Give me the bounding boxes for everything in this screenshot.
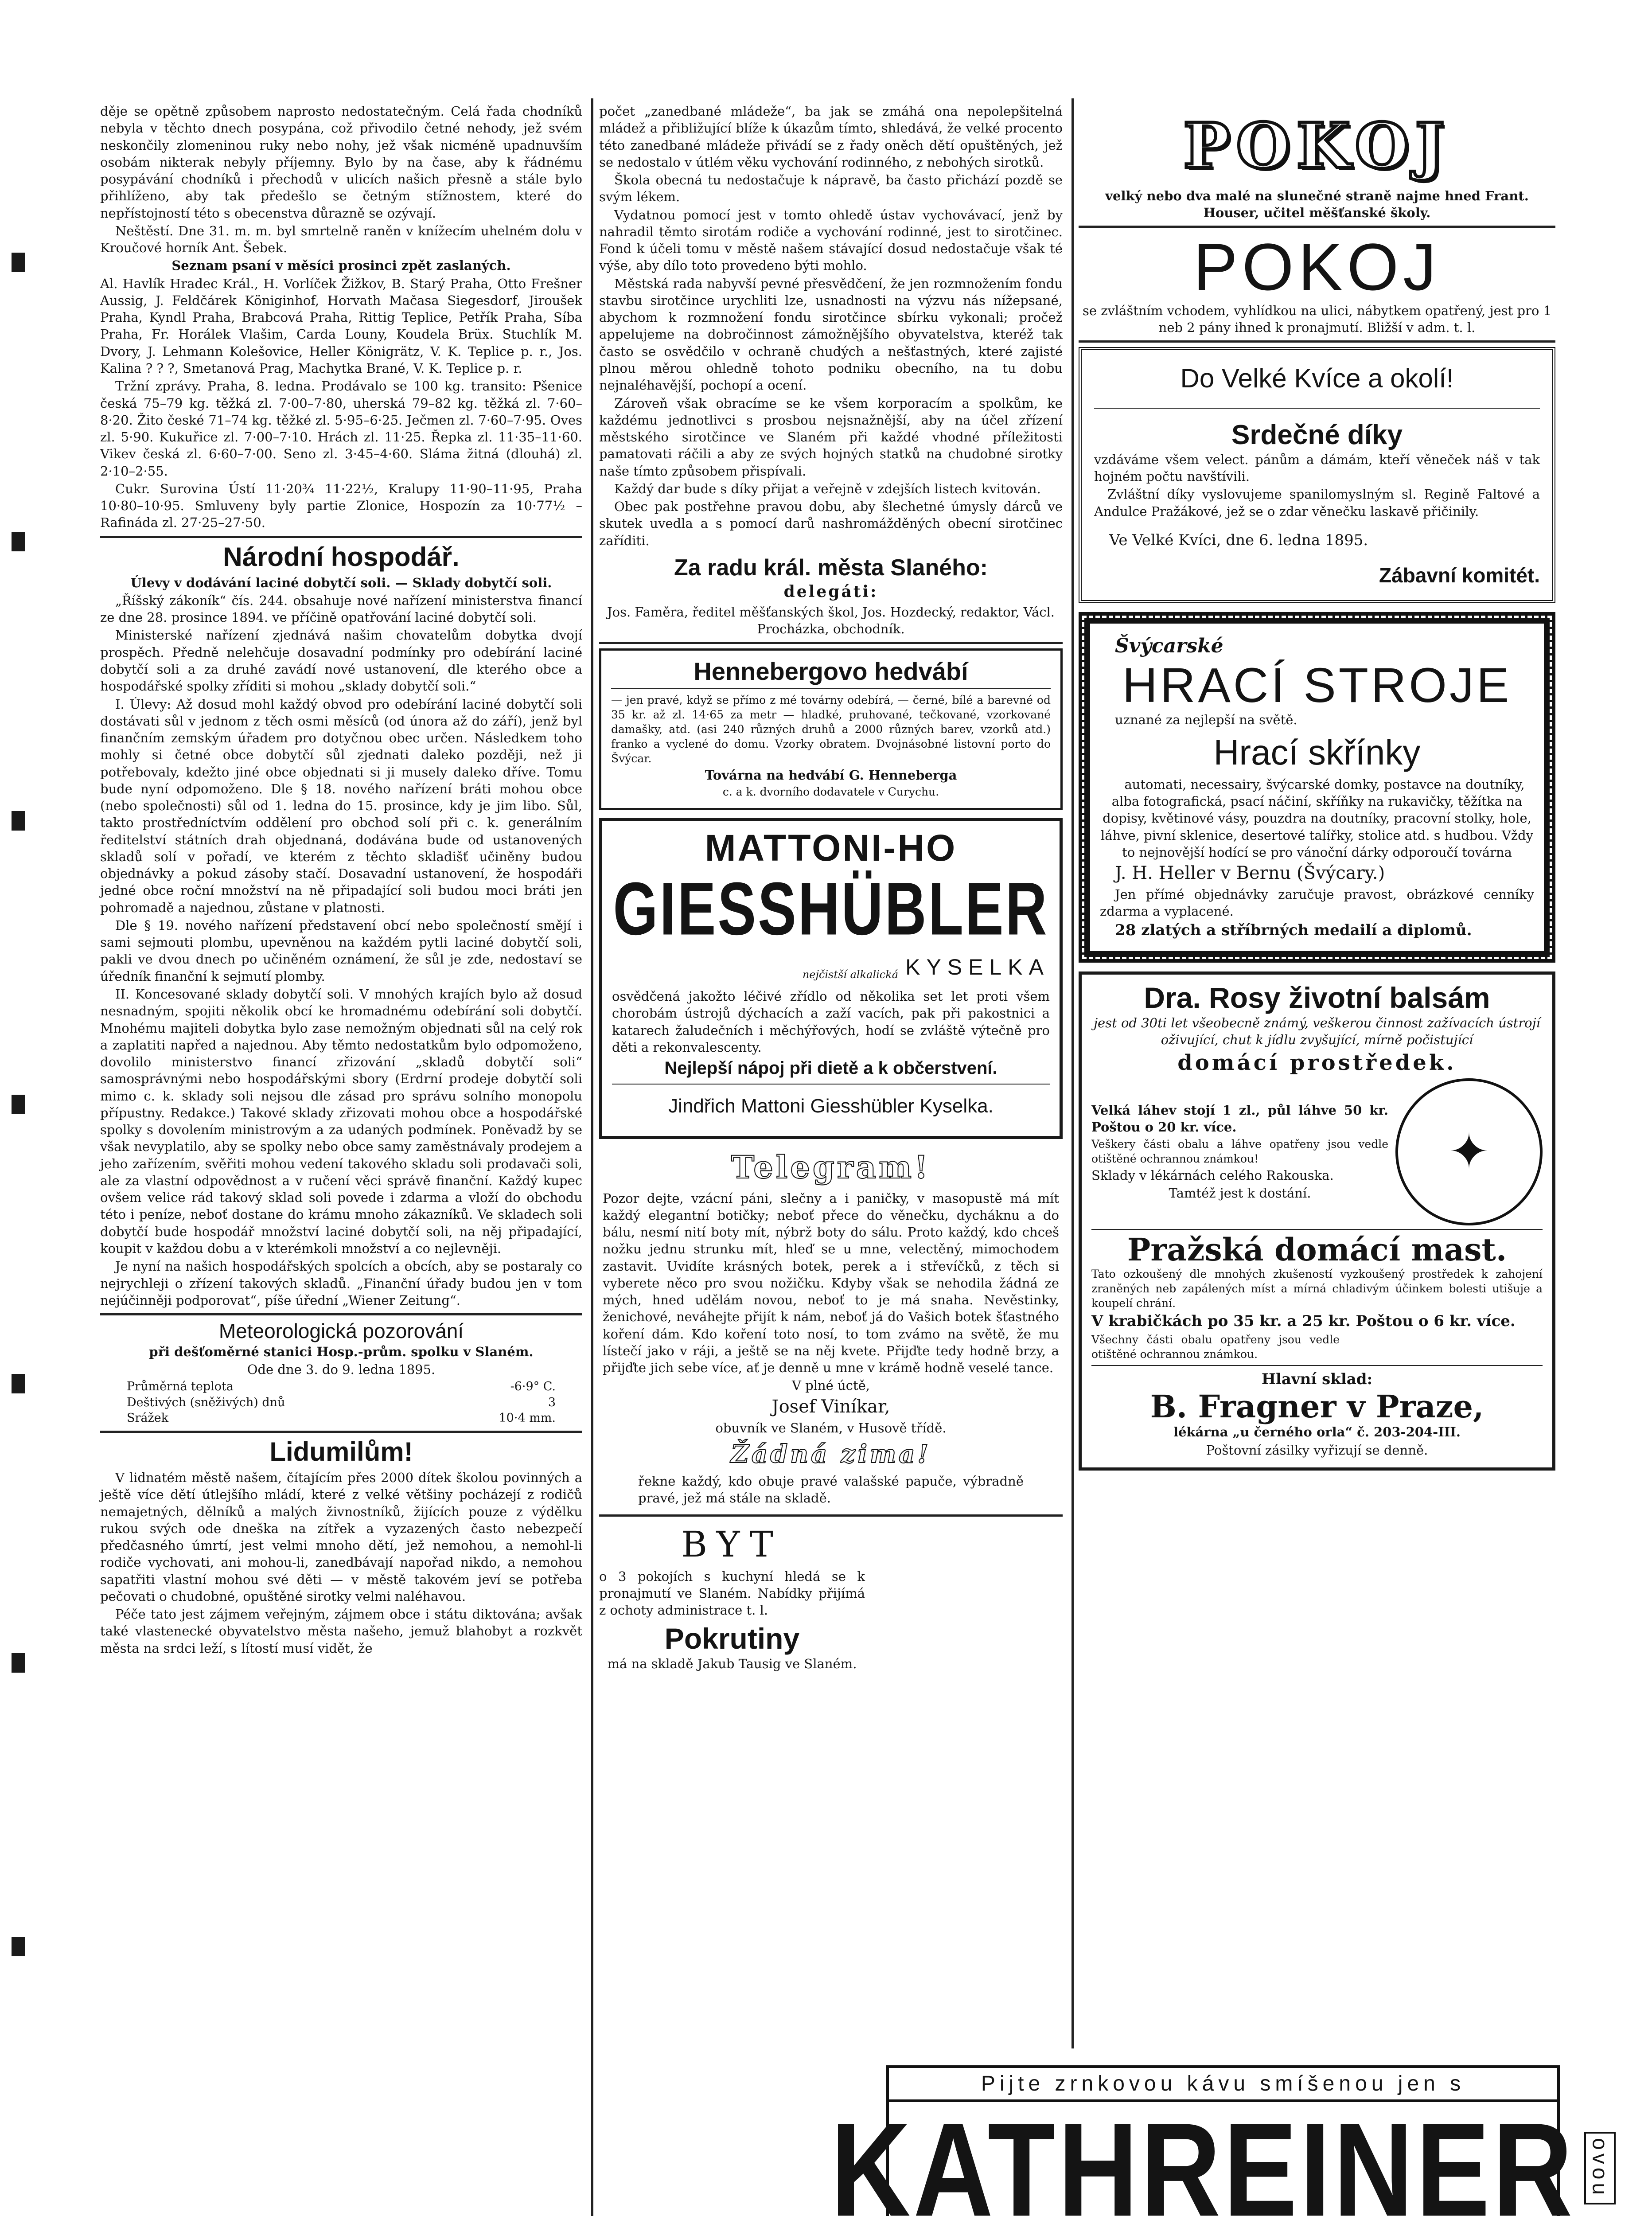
ad-text: o 3 pokojích s kuchyní hledá se k pronajmutí ve Slaném. Nabídky přijímá z ochoty administrace t. l. <box>599 1568 865 1618</box>
ad-firm: B. Fragner v Praze, <box>1150 1388 1484 1425</box>
ad-note: Všechny části obalu opatřeny jsou vedle otištěné ochrannou známkou. <box>1091 1333 1340 1361</box>
binding-hole <box>12 1937 25 1956</box>
meteo-table <box>100 1379 582 1426</box>
meteo-value: 3 <box>548 1395 556 1409</box>
ad-subtitle: uznané za nejlepší na světě. <box>1115 712 1297 727</box>
rosy-text-block <box>1091 1101 1388 1202</box>
ad-text: Jen přímé objednávky zaručuje pravost, obrázkové cenníky zdarma a vyplacené. <box>1100 886 1534 919</box>
ad-signature: Zábavní komitét. <box>1379 563 1540 587</box>
ad-title: Dra. Rosy životní balsám <box>1144 981 1490 1014</box>
ad-title-skrinky: Hrací skřínky <box>1213 733 1421 772</box>
ad-telegram <box>599 1147 1063 1506</box>
meteo-dates: Ode dne 3. do 9. ledna 1895. <box>247 1362 436 1377</box>
ad-sklady: Sklady v lékárnách celého Rakouska. <box>1091 1167 1334 1183</box>
ad-text: — jen pravé, když se přímo z mé továrny odebírá, — černé, bílé a barevné od 35 kr. až zl. 14·65 za metr — hladké, pruhované, tečkované, vzorkované damašky, atd. (asi 240 různých druhů a 2000 různých barev, vzorků atd.) franko a vyclené do domu. Vzorky obratem. Dvojnásobné listovní porto do Švýcar. <box>611 693 1051 765</box>
ad-price: V krabičkách po 35 kr. a 25 kr. Poštou o 6 kr. více. <box>1091 1312 1516 1330</box>
binding-hole <box>12 1374 25 1393</box>
ad-text: automati, necessairy, švýcarské domky, postavce na doutníky, alba fotografická, psací náčiní, skříňky na rukavičky, těžítka na dopisy, květinové vásy, pouzdra na doutníky, pracovní stolky, hole, láhve, pivní sklenice, desertové talířky, stolice atd. s hudbou. Vždy to nejnovější hodící se pro vánoční dárky odporoučí továrna <box>1100 776 1534 860</box>
mattoni-brand: MATTONI-HO <box>705 827 957 869</box>
meteo-value: -6·9° C. <box>510 1380 556 1394</box>
ad-kvice <box>1079 347 1555 603</box>
divider <box>611 688 1051 689</box>
article-paragraph: V lidnatém městě našem, čítajícím přes 2000 dítek školou povinných a ještě více dětí útlejšího mládí, které z velké většiny pocházejí z rodičů nemajetných, dělníků a malých živnostníků, žijících pouze z výdělku rukou svých ode dneška na zítřek a vyzazených často nebezpečí předčasného úmrtí, jest velmi mnoho dětí, jež nemohou, a nemohl-li rodiče vychovati, ani mohou-li, zanedbávají napořad nikdo, a nemohou sapatřiti vlastní mohou své děti — v městě takovém jeví se potřeba pečovati o chudobné, opuštěné sirotky velmi naléhavou. <box>100 1470 582 1604</box>
ad-date: Ve Velké Kvíci, dne 6. ledna 1895. <box>1109 531 1368 549</box>
ad-title-zadna: Žádná zima! <box>730 1439 931 1469</box>
article-continuation: počet „zanedbané mládeže“, ba jak se zmáhá ona nepolepšitelná mládež a přibližující blíže k úkazům tímto, shledává, že velké procento této zanedbané mládeže přivádí se z řady oněch dětí opuštěných, jež se nedostalo v útlém věku vychování rodinného, z nebohých sirotků. <box>599 104 1063 170</box>
meteo-row <box>127 1395 556 1411</box>
column-3 <box>1079 103 1555 1479</box>
divider <box>612 1084 1050 1085</box>
rosy-body <box>1091 1078 1543 1225</box>
divider <box>1091 1365 1543 1366</box>
kathreiner-main <box>830 2095 1612 2216</box>
section-title-narodni: Národní hospodář. <box>223 542 460 572</box>
ad-title-pokrutiny: Pokrutiny <box>664 1622 800 1655</box>
article-paragraph: Vydatnou pomocí jest v tomto ohledě ústav vychovávací, jenž by nahradil těmto sirotám rodiče a vychování rodinné, jest to sirotčinec. Fond k účeli tomu v městě našem stávající dosud nedostačuje však té výše, aby dílo toto provedeno býti mohlo. <box>599 207 1063 273</box>
binding-hole <box>12 1095 25 1114</box>
ad-hlavni-sklad: Hlavní sklad: <box>1261 1370 1373 1388</box>
divider <box>599 642 1063 644</box>
ad-note: Poštovní zásilky vyřizují se denně. <box>1206 1442 1428 1458</box>
binding-hole <box>12 811 25 831</box>
article-paragraph: Dle § 19. nového nařízení představení obcí nebo společností smějí i sami sejmouti plombu, upevněnou na každém pytli laciné dobytčí soli, pakli ve dvou dnech po učiněném oznámení, že sůl je zde, nedostaví se úředník finanční k sejmutí plomby. <box>100 917 582 984</box>
ad-address: obuvník ve Slaném, v Husově třídě. <box>715 1420 947 1436</box>
divider <box>100 1313 582 1315</box>
ad-tamtez: Tamtéž jest k dostání. <box>1169 1185 1311 1201</box>
ad-text: jest od 30ti let všeobecně známý, veškerou činnost zažívacích ústrojí oživující, chut k jídlu zvyšující, mírně počistující <box>1094 1015 1540 1047</box>
giesshubler-brand: GIESSHÜBLER <box>613 866 1049 951</box>
meteo-title: Meteorologická pozorování <box>218 1319 464 1343</box>
ad-note: Veškery části obalu a láhve opatřeny jsou vedle otištěné ochrannou známkou! <box>1091 1137 1388 1165</box>
ad-text: vzdáváme všem velect. pánům a dámám, kteří věneček náš v tak hojném počtu navštívili. <box>1094 452 1540 484</box>
market-report: Tržní zprávy. Praha, 8. ledna. Prodávalo se 100 kg. transito: Pšenice česká 75–79 kg. těžká zl. 7·00–7·80, uherská 79–82 kg. těžká zl. 7·60–8·20. Žito české 71–74 kg. těžké zl. 5·95–6·25. Ječmen zl. 7·60–7·95. Oves zl. 5·90. Kukuřice zl. 7·00–7·10. Hrách zl. 11·25. Řepka zl. 11·35–11·60. Vikev česká zl. 6·60–7·00. Seno zl. 3·45–4·60. Sláma žitná (dlouhá) zl. 2·10–2·55. <box>100 378 582 479</box>
ad-text: Tato ozkoušený dle mnohých zkušeností vyzkoušený prostředek k zahojení zraněných neb zapálených míst a mírná chladivým účinkem bolesti utišuje a koupelí chrání. <box>1091 1268 1543 1310</box>
column-2 <box>599 103 1063 1673</box>
ad-title-mast: Pražská domácí mast. <box>1127 1231 1507 1268</box>
delegates-label: delegáti: <box>783 582 878 601</box>
seznam-title: Seznam psaní v měsíci prosinci zpět zaslaných. <box>171 258 511 273</box>
kathreiner-side-text: ovou <box>1584 2132 1616 2204</box>
divider <box>100 536 582 538</box>
seznam-list: Al. Havlík Hradec Král., H. Vorlíček Žižkov, B. Starý Praha, Otto Frešner Aussig, J. Feldčárek Königinhof, Horvath Mačasa Siegesdorf, Jiroušek Praha, Kyndl Praha, Brabcová Praha, Rittig Teplice, Petřík Praha, Síba Praha, Fr. Horálek Vlašim, Carda Louny, Koudela Brüx. Stuchlík M. Dvory, J. Lehmann Kolešovice, Heller Königrätz, V. K. Teplice p. r., Jos. Kalina ? ? ?, Smetanová Prag, Machytka Brané, V. K. Teplice p. r. <box>100 276 582 376</box>
article-paragraph: Je nyní na našich hospodářských spolcích a obcích, aby se postaraly co nejrychleji o zřízení takových skladů. „Finanční úřady budou jen v tom nejúčinněji podporovat“, píše úřední „Wiener Zeitung“. <box>100 1259 582 1308</box>
kathreiner-brand: KATHREINER <box>830 2095 1575 2216</box>
ad-pokoj-2 <box>1079 232 1555 336</box>
divider <box>1091 1229 1543 1230</box>
ad-text: má na skladě Jakub Tausig ve Slaném. <box>607 1656 857 1672</box>
meteo-row <box>127 1410 556 1426</box>
column-rule <box>591 98 593 2216</box>
ad-henneberg <box>599 648 1063 810</box>
article-paragraph: II. Koncesované sklady dobytčí soli. V mnohých krajích bylo až dosud nesnadným, spojiti několik obcí ke hromadnému odebírání soli dobytčí. Mnohému majiteli dobytka bylo zase nemožným objednati sůl na celý rok a zaplatiti napřed a najednou. Aby těmto nedostatkům bylo odpomoženo, dovolilo ministerstvo financí zřizování „skladů dobytčí soli“ samosprávnými nebo hospodářskými sbory (Erdrní prodeje dobytčí soli mimo c. k. sklady soli nejsou dle zásad pro správu solního monopolu přípustny. Redakce.) Takové sklady zřizovati mohou obce a hospodářské spolky s dovolením ministrovým a za udaných podmínek. Poněvadž by se však nevyplatilo, aby se spolky nebo obce samy zaměstnávaly prodejem a jeho zařízením, svěřiti mohou vedení takového skladu soli prodavači soli, ale za vlastní odpovědnost a v ručení věci správě finanční. Každý kupec ovšem velice rád takový sklad soli povede i zdarma a vloží do obchodu této i peníze, neboť dostane do krámu mnoho zákazníků. Ve skladech soli dobytčí bude hospodář množství laciné dobytčí soli, na něj připadající, koupit v každou dobu a v kterémkoli množství a co nejlevněji. <box>100 987 582 1256</box>
meteo-subtitle: při dešťoměrné stanici Hosp.-prům. spolku v Slaném. <box>149 1344 534 1359</box>
meteo-label: Srážek <box>127 1411 169 1425</box>
ad-title: POKOJ <box>1183 110 1451 183</box>
section-title-lidumilum: Lidumilům! <box>269 1437 413 1467</box>
article-paragraph: Zároveň však obracíme se ke všem korporacím a spolkům, ke každému jednotlivci s prosbou nejsnažnější, aby na účel zřízení městského sirotčince ve Slaném při každé vhodné příležitosti pamatovati ráčili a aby ze svých hojných statků na chudobné sirotky naše tímto způsobem přispívali. <box>599 395 1063 479</box>
ad-address: lékárna „u černého orla“ č. 203-204-III. <box>1173 1424 1461 1440</box>
article-paragraph: Každý dar bude s díky přijat a veřejně v zdejších listech kvitován. <box>614 481 1041 496</box>
kyselka-label: KYSELKA <box>905 955 1050 980</box>
ad-text: se zvláštním vchodem, vyhlídkou na ulici, nábytkem opatřený, jest pro 1 neb 2 pány ihned k pronajmutí. Bližší v adm. t. l. <box>1082 303 1552 336</box>
ad-price: Velká láhev stojí 1 zl., půl láhve 50 kr. Poštou o 20 kr. více. <box>1091 1103 1388 1135</box>
ad-mattoni <box>599 818 1063 1139</box>
ad-signature: Jindřich Mattoni Giesshübler Kyselka. <box>668 1095 994 1117</box>
article-paragraph: I. Úlevy: Až dosud mohl každý obvod pro odebírání laciné dobytčí soli dostávati sůl v jednom z těch osmi měsíců (od února až do září), jenž byl finančním zemským úřadem pro dotyčnou obec určen. Následkem toho mohly si četné obce dobytčí sůl zjednati daleko později, než ji potřebovaly, kdežto jiné obce objednati si ji musely daleko dříve. Tomu bude nyní odpomoženo. Dle § 18. nového nařízení bráti mohou obce (nebo společnosti) sůl od 1. ledna do 15. prosince, kdy je jim libo. Sůl, takto prostředníctvím oddělení pro obchod solí při c. k. generálním ředitelství státních drah objednaná, dodávána bude od ustanovených skladů solí v pořadí, ve kterém z těchto skladišť učiněny budou objednávky a pokud zásoby stačí. Dosavadní ustanovení, že hospodáři jedné obce roční množství na ně připadající soli budou moci bráti jen pohromadě a najednou, zůstane v platnosti. <box>100 696 582 915</box>
ad-firm-note: c. a k. dvorního dodavatele v Curychu. <box>722 785 939 799</box>
ad-text: velký nebo dva malé na slunečné straně najme hned Frant. Houser, učitel měšťanské školy. <box>1105 188 1529 221</box>
ad-text: Zvláštní díky vyslovujeme spanilomyslným sl. Regině Faltové a Andulce Pražákové, jež se o zdar věnečku laskavě přičinily. <box>1094 487 1540 519</box>
divider <box>1079 340 1555 343</box>
article-paragraph: Péče tato jest zájmem veřejným, zájmem obce i státu diktována; avšak také vlastenecké obyvatelstvo města našeho, jemuž blahobyt a rozkvět města na srdci leží, s lítostí musí vidět, že <box>100 1607 582 1656</box>
ad-tag: Švýcarské <box>1115 635 1223 658</box>
divider <box>100 1431 582 1433</box>
meteo-value: 10·4 mm. <box>499 1411 556 1425</box>
ad-firm: J. H. Heller v Bernu (Švýcary.) <box>1115 863 1385 884</box>
article-paragraph: Obec pak postřehne pravou dobu, aby šlechetné úmysly dárců ve skutek uvedla a s pomocí darů nashromážděných obecní sirotčinec zaříditi. <box>599 499 1063 548</box>
ad-signature: Josef Viníkar, <box>771 1396 890 1417</box>
divider <box>599 1514 1063 1517</box>
divider <box>1094 408 1540 409</box>
ad-text: osvědčená jakožto léčivé zřídlo od několika set let proti všem chorobám ústrojů dýchacích a zaží vacích, pak při pakostnici a katarech žaludečních i měchýřových, hodí se zvláště výtečně pro děti a rekonvalescenty. <box>612 989 1050 1055</box>
eagle-trademark-icon: ✦ <box>1395 1078 1543 1225</box>
ad-title: BYT <box>681 1524 783 1565</box>
news-nestesti: Neštěstí. Dne 31. m. m. byl smrtelně raněn v knížecím uhelném dolu v Kroučové horník Ant. Šebek. <box>100 223 582 256</box>
ad-subtitle: Srdečné díky <box>1231 419 1403 450</box>
ad-title: HRACÍ STROJE <box>1122 658 1512 713</box>
ad-pokoj-1 <box>1079 105 1555 221</box>
article-paragraph: Městská rada nabyvší pevné přesvědčení, že jen rozmnožením fondu stavbu sirotčince urychliti lze, usnadnosti na výzvu nás nížepsané, abychom k rozmnožení fondu sirotčince sbírku vykonali; pročež appelujeme na dobročinnost zámožnějšího obyvatelstva, kteréž tak často se osvědčilo v ochraně chudých a nešťastných, které zajisté plnou měrou ohledně tohoto podniku obecního, na tu dobu nejnaléhavější, pochopí a ocení. <box>599 276 1063 393</box>
ad-medals: 28 zlatých a stříbrných medailí a diplomů. <box>1115 921 1472 940</box>
ad-text: Pozor dejte, vzácní páni, slečny a i paničky, v masopustě má mít každý elegantní botičky; neboť přece do věnečku, dycháknu a do bálu, nesmí nití boty mít, nýbrž boty do sálu. Proto každý, kdo chceš nožku jednu strunku mít, hleď se u mne, velectěný, mimochodem zastavit. Uvidíte krásných botek, perek a i střevíčků, z těch si vyberete něco pro svou nožičku. Kdyby však se nehodila žádná ze mých, hned udělám novou, neboť to je má snaha. Nevěstinky, ženichové, neváhejte přijít k nám, neboť já do Vašich botek šťastného koření dám. Kdo koření toto nosí, to tom zvámo na světě, že mu lístečí jako v ráji, a ještě se na něj kvete. Přijďte tedy hodně brzy, a přijďte jich sebe více, ať je denně u mne v krámě hodně veselé tance. <box>603 1190 1059 1376</box>
article-paragraph: Ministerské nařízení zjednává našim chovatelům dobytka dvojí prospěch. Předně nelehčuje dosavadní podmínky pro odebírání laciné dobytčí soli a za druhé zavádí nové ustanovení, dle kterého obce a hospodářské spolky zříditi si mohou „sklady dobytčí soli.“ <box>100 628 582 694</box>
binding-hole <box>12 253 25 272</box>
ad-rosy-balsam <box>1079 971 1555 1470</box>
binding-hole <box>12 1653 25 1673</box>
meteo-label: Průměrná teplota <box>127 1380 234 1394</box>
ad-closing: V plné úctě, <box>791 1378 870 1393</box>
ad-title: Do Velké Kvíce a okolí! <box>1180 363 1454 394</box>
delegates-names: Jos. Faměra, ředitel měšťanských škol, Jos. Hozdecký, redaktor, Václ. Procházka, obchodník. <box>607 604 1055 636</box>
ad-slogan: Nejlepší nápoj při dietě a k občerstvení. <box>664 1058 997 1078</box>
ad-title: Hennebergovo hedvábí <box>694 657 968 686</box>
article-paragraph: „Říšský zákoník“ čís. 244. obsahuje nové nařízení ministerstva financí ze dne 28. prosince 1894. ve příčině opatřování laciné dobytčí soli. <box>100 593 582 625</box>
article-continuation: děje se opětně způsobem naprosto nedostatečným. Celá řada chodníků nebyla v těchto dnech posypána, což přivodilo četné nehody, jež svém neskončily zlomeninou ruky nebo nohy, jež však nicméně upadnuvším osobám nikterak nebyly příjemny. Bylo by na čase, aby k řádnému posypávání chodníků i přechodů v ulicích našich přesně a stále bylo přihlíženo, aby tak předešlo se četným stížnostem, které do nepřístojností této s obecenstva důrazně se ozývají. <box>100 104 582 221</box>
kathreiner-banner-text: Pijte zrnkovou kávu smíšenou jen s <box>889 2068 1557 2102</box>
ad-kathreiner <box>830 2065 1612 2216</box>
ad-hraci-stroje <box>1079 612 1555 963</box>
ad-text: řekne každý, kdo obuje pravé valašské papuče, výbradně pravé, jež má stále na skladě. <box>638 1473 1024 1506</box>
ad-firm: Továrna na hedvábí G. Henneberga <box>705 767 957 783</box>
column-1 <box>100 103 582 1658</box>
council-signature-title: Za radu král. města Slaného: <box>674 554 988 581</box>
ad-byt <box>599 1521 865 1672</box>
ad-slogan: domácí prostředek. <box>1177 1050 1457 1076</box>
kyselka-note: nejčistší alkalická <box>802 968 899 981</box>
meteo-label: Deštivých (sněživých) dnů <box>127 1395 285 1409</box>
ad-title: POKOJ <box>1193 230 1441 304</box>
column-rule <box>1071 98 1074 2048</box>
article-paragraph: Škola obecná tu nedostačuje k nápravě, ba často přichází pozdě se svým lékem. <box>599 172 1063 205</box>
ad-title: Telegram! <box>731 1149 931 1186</box>
binding-hole <box>12 532 25 551</box>
kyselka-line <box>612 952 1050 982</box>
article-title-ulevy: Úlevy v dodávání laciné dobytčí soli. — Sklady dobytčí soli. <box>130 575 552 590</box>
meteo-row <box>127 1379 556 1395</box>
divider <box>1079 226 1555 228</box>
sugar-report: Cukr. Surovina Ústí 11·20¾ 11·22½, Kralupy 11·90–11·95, Praha 10·80–10·95. Smluveny byly partie Zlonice, Hospozín za 10·77½ – Rafináda zl. 27·25–27·50. <box>100 481 582 531</box>
